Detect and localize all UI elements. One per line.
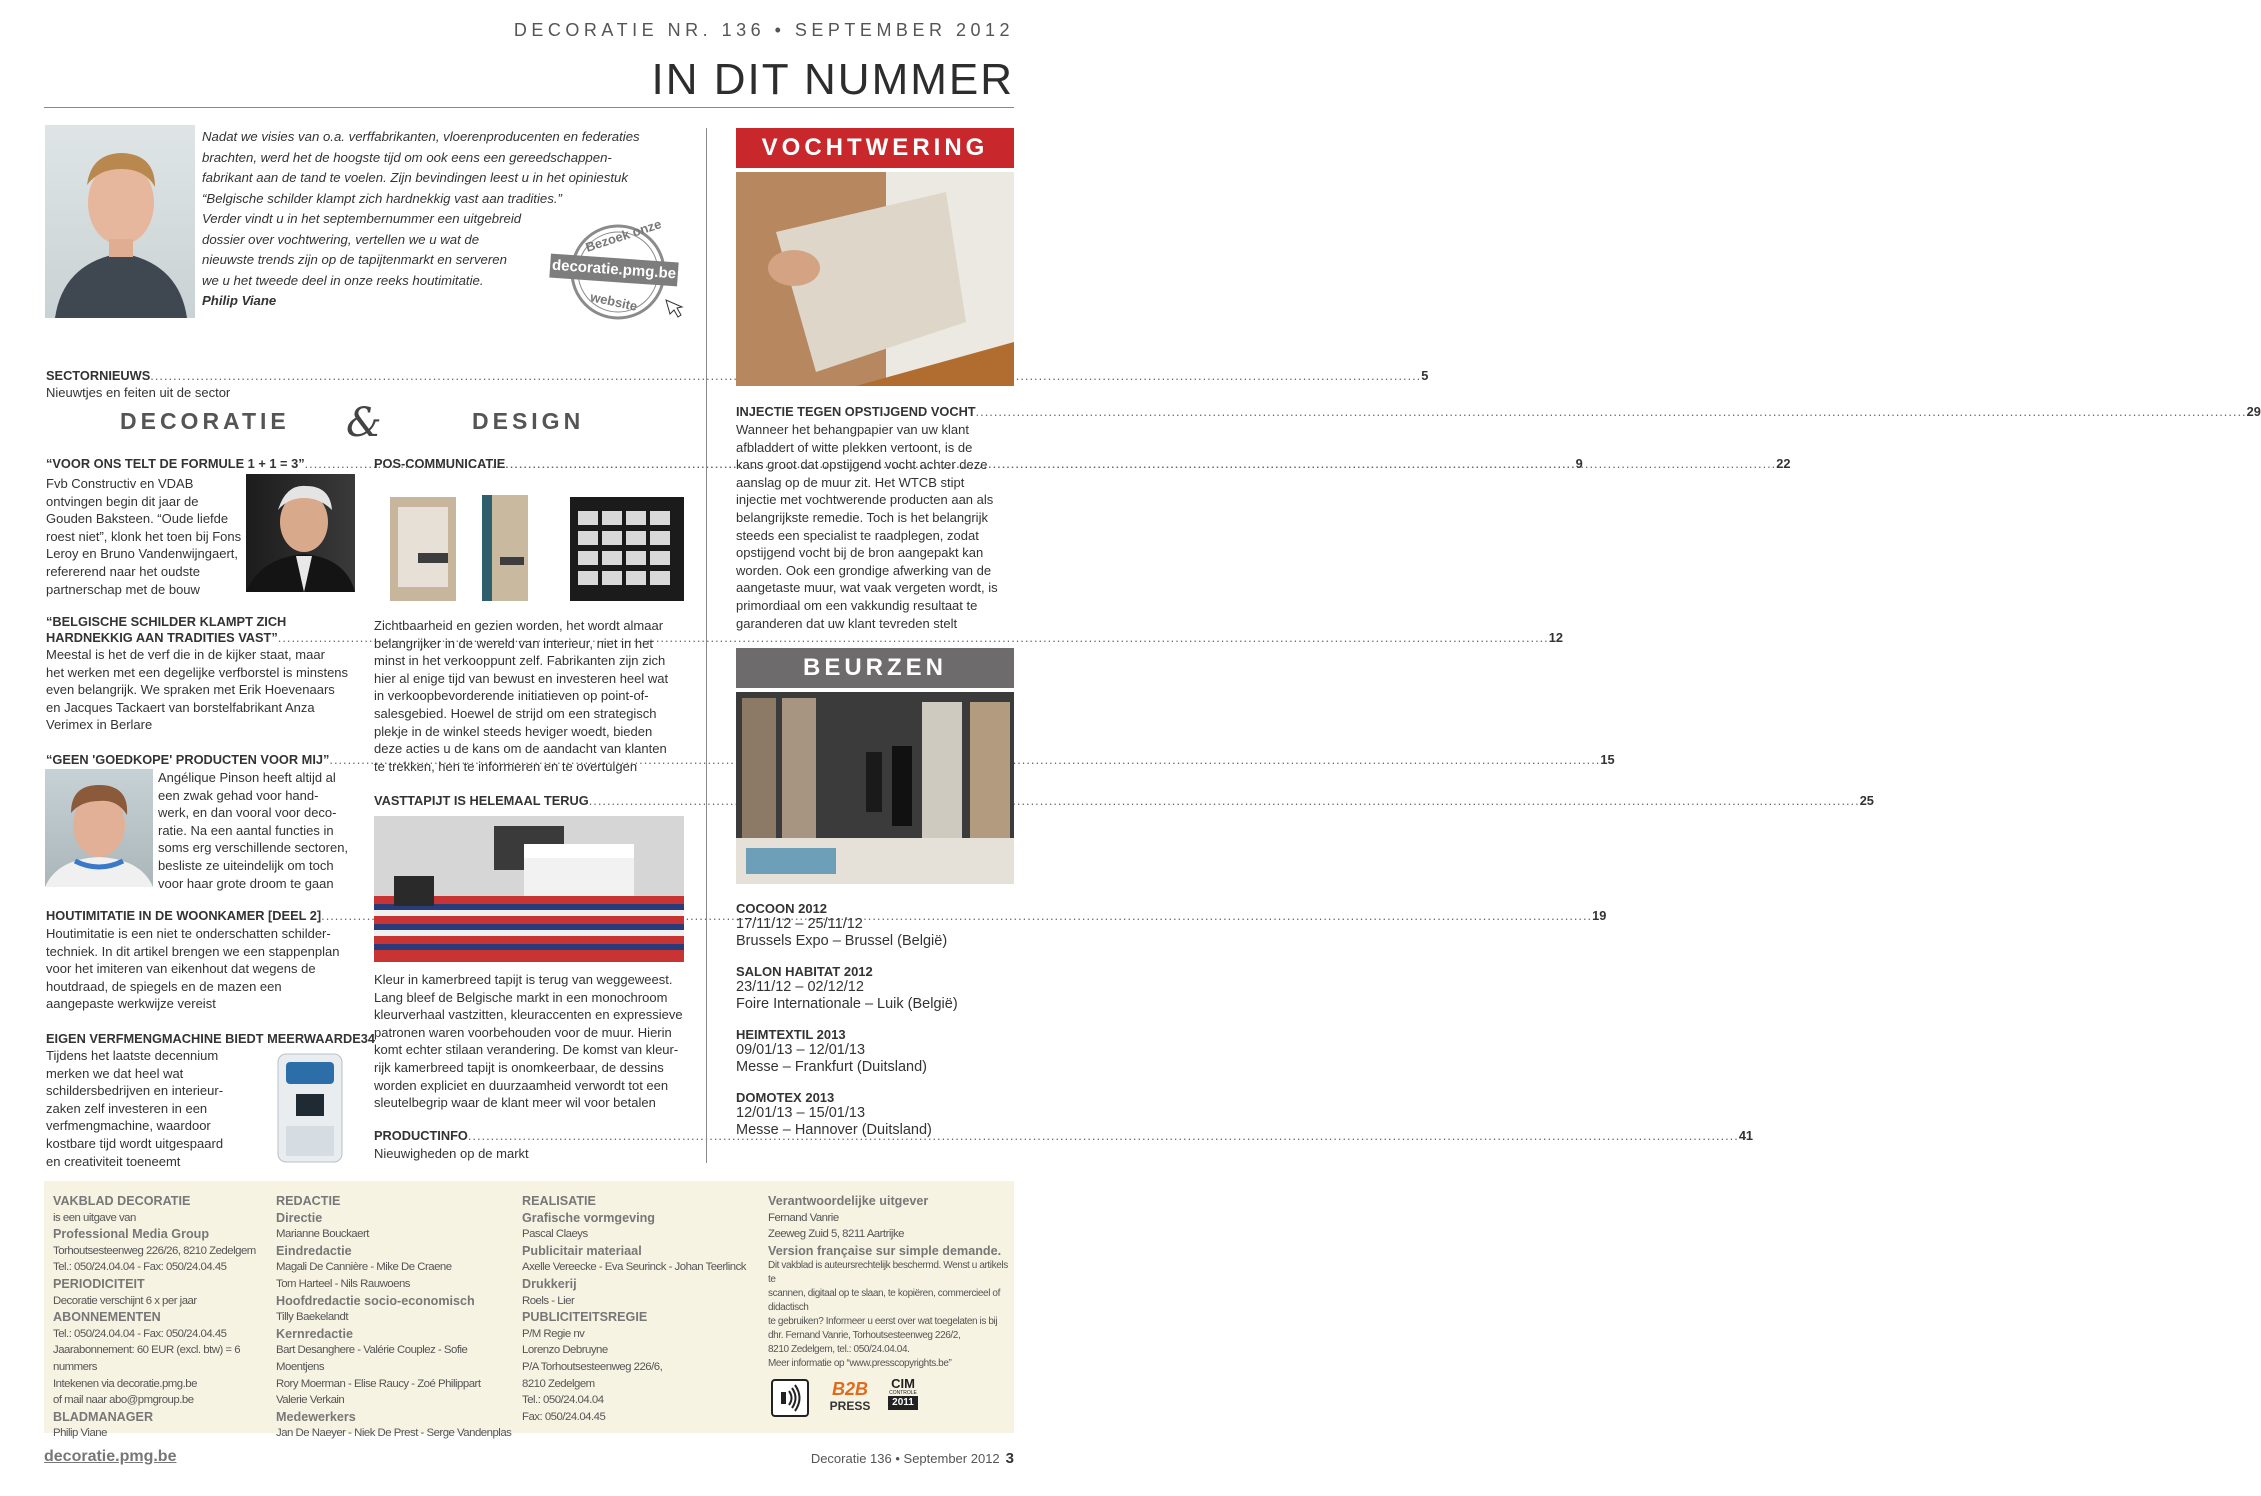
article-22-summary [374,617,694,775]
summary-line: Verimex in Berlare [46,717,153,733]
summary-line: afbladdert of witte plekken vertoont, is de [736,439,973,455]
colophon-text: Lorenzo Debruyne [522,1344,608,1357]
leader-dots [505,456,1776,471]
person-figure [45,125,195,318]
intro-line: we u het tweede deel in onze reeks houtimitatie. [202,272,484,288]
summary-line: salesgebied. Hoewel de strijd om een strategisch [374,705,657,721]
summary-line: aanslag op de muur zit. Het WTCB stipt [736,474,965,490]
mixing-machine-photo [272,1048,348,1166]
toc-title: “BELGISCHE SCHILDER KLAMPT ZICH [46,614,287,629]
damp-wall-photo [736,172,1014,386]
summary-line: techniek. In dit artikel brengen we een stappenplan [46,943,340,959]
colophon-heading: Grafische vormgeving [522,1210,655,1225]
colophon-col-publisher [53,1193,273,1442]
fair-item[interactable] [736,1027,1014,1076]
summary-line: in verkoopbevorderende initiatieven op point-of- [374,688,649,704]
fair-name: SALON HABITAT 2012 [736,964,873,979]
bedroom-illustration [374,816,684,962]
fair-place: Messe – Frankfurt (Duitsland) [736,1059,927,1075]
toc-page: 41 [1738,1128,1754,1143]
colophon-heading: PUBLICITEITSREGIE [522,1310,648,1325]
fair-dates: 09/01/13 – 12/01/13 [736,1042,866,1058]
colophon-col-editorial [276,1193,512,1442]
summary-line: ontvingen begin dit jaar de [46,493,199,509]
colophon-text: P/M Regie nv [522,1327,585,1340]
colophon-text: 8210 Zedelgem, tel.: 050/24.04.04. [768,1344,910,1356]
page-title: IN DIT NUMMER [651,55,1014,104]
colophon-text: Pascal Claeys [522,1228,588,1241]
toc-title: SECTORNIEUWS [46,368,151,383]
machine-illustration [272,1048,348,1166]
b2b-logo-text: PRESS [829,1399,871,1413]
stamp-top-text: Bezoek onze [583,216,664,255]
toc-title: PRODUCTINFO [374,1128,468,1143]
summary-line: besliste ze uiteindelijk om toch [158,857,334,873]
colophon-text: Magali De Cannière - Mike De Craene [276,1261,452,1274]
summary-line: garanderen dat uw klant tevreden stelt [736,615,958,631]
summary-line: en Jacques Tackaert van borstelfabrikant Anza [46,699,315,715]
colophon-text: Tel.: 050/24.04.04 [522,1394,604,1407]
colophon-heading: Directie [276,1210,323,1225]
colophon-heading: Hoofdredactie socio-economisch [276,1293,475,1308]
toc-page: 34 [360,1031,375,1046]
vochtwering-banner: VOCHTWERING [736,128,1014,168]
summary-line: injectie met vochtwerende producten aan als [736,492,994,508]
summary-line: Leroy en Bruno Vandenwijngaert, [46,546,238,562]
colophon-text: Tilly Baekelandt [276,1311,348,1324]
productinfo-desc: Nieuwigheden op de markt [374,1146,529,1161]
toc-article-29[interactable] [736,404,2261,419]
summary-line: Zichtbaarheid en gezien worden, het wordt almaar [374,618,664,633]
toc-page: 22 [1776,456,1791,471]
toc-title: “VOOR ONS TELT DE FORMULE 1 + 1 = 3” [46,456,305,471]
b2b-press-logo [824,1379,876,1413]
article-15-photo [45,769,153,887]
summary-line: Wanneer het behangpapier van uw klant [736,422,969,437]
colophon-text: Jaarabonnement: 60 EUR (excl. btw) = 6 nummers [53,1344,241,1373]
summary-line: worden expliciet en duurzaamheid verwordt tot een [374,1077,669,1093]
colophon-heading: Version française sur simple demande. [768,1243,1002,1258]
sectornieuws-desc: Nieuwtjes en feiten uit de sector [46,385,231,400]
summary-line: worden. Ook een grondige afwerking van de [736,562,992,578]
summary-line: en creativiteit toeneemt [46,1153,181,1169]
display-illustration [564,487,690,605]
summary-line: soms erg verschillende sectoren, [158,840,349,856]
toc-title: HOUTIMITATIE IN DE WOONKAMER [DEEL 2] [46,908,322,923]
intro-line: Nadat we visies van o.a. verffabrikanten, vloerenproducenten en federaties [202,129,640,144]
intro-line: Verder vindt u in het septembernummer een uitgebreid [202,211,522,226]
colophon-heading: Professional Media Group [53,1227,210,1242]
fair-place: Brussels Expo – Brussel (België) [736,933,948,949]
summary-line: komt echter stilaan verandering. De komst van kleur- [374,1042,679,1058]
fair-name: COCOON 2012 [736,901,828,916]
summary-line: Meestal is het de verf die in de kijker staat, maar [46,647,325,662]
article-25-summary [374,971,694,1112]
summary-line: hier al enige tijd van bewust en investeren heel wat [374,670,669,686]
fair-place: Foire Internationale – Luik (België) [736,996,958,1012]
colophon-heading: REDACTIE [276,1194,341,1208]
colophon-text: 8210 Zedelgem [522,1377,595,1390]
colophon-text: Tel.: 050/24.04.04 - Fax: 050/24.04.45 [53,1261,227,1274]
cim-logo-year: 2011 [888,1396,918,1410]
carpet-bedroom-photo [374,816,684,962]
stamp-url[interactable]: decoratie.pmg.be [549,254,678,287]
summary-line: het werken met een degelijke verfborstel is minstens [46,664,349,680]
trade-fair-photo [736,692,1014,884]
colophon-text: Fernand Vanrie [768,1211,839,1224]
colophon-text: P/A Torhoutsesteenweg 226/6, [522,1360,663,1373]
toc-title: EIGEN VERFMENGMACHINE BIEDT MEERWAARDE [46,1031,361,1046]
summary-line: patronen waren voorbehouden voor de muur. Hierin [374,1024,672,1040]
article-29-summary [736,421,1026,632]
cim-logo [888,1377,918,1410]
article-15-summary [158,769,358,892]
intro-line: fabrikant aan de tand te voelen. Zijn bevindingen leest u in het opiniestuk [202,170,628,185]
fair-item[interactable] [736,1090,1014,1139]
colophon-text: Torhoutsesteenweg 226/26, 8210 Zedelgem [53,1244,256,1257]
summary-line: kostbare tijd wordt uitgespaard [46,1135,224,1151]
colophon-text: Rory Moerman - Elise Raucy - Zoé Philippart [276,1377,481,1390]
colophon-heading: REALISATIE [522,1194,596,1208]
toc-title: POS-COMMUNICATIE [374,456,506,471]
cim-logo-sub: CONTROLE [889,1390,917,1396]
sound-waves-icon [771,1379,809,1417]
leader-dots [468,1128,1739,1143]
editor-signature: Philip Viane [202,293,277,308]
colophon-text: Bart Desanghere - Valérie Couplez - Sofie Moentjens [276,1344,468,1373]
toc-article-12-title1[interactable] [46,614,356,629]
summary-line: voor het imiteren van eikenhout dat wegens de [46,961,316,977]
colophon-heading: Medewerkers [276,1409,356,1424]
cim-logo-text: CIM [891,1376,915,1391]
colophon-text: Intekenen via decoratie.pmg.be [53,1377,197,1390]
summary-line: zaken zelf investeren in een [46,1100,208,1116]
summary-line: Gouden Baksteen. “Oude liefde [46,511,229,527]
article-9-photo [246,474,355,592]
b2b-logo-mark: B2B [831,1379,868,1399]
toc-title: HARDNEKKIG AAN TRADITIES VAST” [46,630,278,645]
colophon-text: Marianne Bouckaert [276,1228,369,1241]
header-rule [44,107,1014,108]
colophon-text: Jan De Naeyer - Niek De Prest - Serge Vandenplas [276,1427,512,1440]
pos-display-photo-1 [374,487,550,605]
summary-line: roest niet”, klonk het toen bij Fons [46,528,242,544]
summary-line: Kleur in kamerbreed tapijt is terug van weggeweest. [374,972,673,987]
pos-display-photo-2 [564,487,690,605]
summary-line: sleutelbegrip waar de klant meer wil voor betalen [374,1095,656,1111]
fair-list [736,901,1014,1139]
toc-page: 19 [1592,908,1607,923]
toc-page: 5 [1421,368,1429,383]
toc-page: 25 [1859,793,1874,808]
website-stamp[interactable] [548,216,688,327]
summary-line: merken we dat heel wat [46,1065,184,1081]
footer-website-link[interactable]: decoratie.pmg.be [44,1448,177,1465]
fair-name: DOMOTEX 2013 [736,1090,835,1105]
fair-name: HEIMTEXTIL 2013 [736,1027,846,1042]
colophon-text: Roels - Lier [522,1294,575,1307]
colophon-col-production [522,1193,762,1425]
summary-line: Lang bleef de Belgische markt in een monochroom [374,989,668,1005]
footer-issue [811,1450,1014,1467]
fair-place: Messe – Hannover (Duitsland) [736,1122,932,1138]
fair-dates: 23/11/12 – 02/12/12 [736,979,864,995]
toc-page: 9 [1575,456,1583,471]
colophon-heading: Verantwoordelijke uitgever [768,1194,929,1208]
stamp-bottom-text: website [588,289,639,314]
colophon-heading: Drukkerij [522,1276,577,1291]
section-label-decoratie: DECORATIE [120,408,290,434]
colophon-heading: Eindredactie [276,1243,352,1258]
summary-line: belangrijkste remedie. Toch is het belangrijk [736,509,988,525]
colophon-text: Decoratie verschijnt 6 x per jaar [53,1294,197,1307]
colophon-text: Philip Viane [53,1427,107,1440]
beurzen-banner: BEURZEN [736,648,1014,688]
summary-line: werk, en dan vooral voor deco- [158,805,337,821]
wall-illustration [736,172,1014,386]
colophon-text: dhr. Fernand Vanrie, Torhoutsesteenweg 226/2, [768,1330,961,1342]
section-ampersand: & [346,400,382,446]
summary-line: Fvb Constructiv en VDAB [46,476,194,491]
colophon-heading: VAKBLAD DECORATIE [53,1194,191,1208]
article-34-summary [46,1047,266,1170]
summary-line: deze acties u de kans om de aandacht van klanten [374,741,667,757]
person-figure [246,474,355,592]
toc-page: 15 [1600,752,1615,767]
colophon-text: te gebruiken? Informeer u eerst over wat toegelaten is bij [768,1316,998,1328]
colophon-text: of mail naar abo@pmgroup.be [53,1394,194,1407]
summary-line: aangetaste muur, wat vaak vergeten wordt, is [736,580,998,596]
colophon-text: Tel.: 050/24.04.04 - Fax: 050/24.04.45 [53,1327,227,1340]
toc-page: 29 [2246,404,2261,419]
summary-line: partnerschap met de bouw [46,581,200,597]
fair-dates: 12/01/13 – 15/01/13 [736,1105,866,1121]
toc-article-25[interactable] [374,793,1874,808]
summary-line: rijk kamerbreed tapijt is onomkeerbaar, de dessins [374,1059,664,1075]
colophon-text: scannen, digitaal op te slaan, te kopiëren, commercieel of didactisch [768,1288,1000,1314]
summary-line: voor haar grote droom te gaan [158,875,334,891]
summary-line: Angélique Pinson heeft altijd al [158,770,336,785]
cursor-icon [666,300,682,317]
colophon-heading: ABONNEMENTEN [53,1310,161,1325]
summary-line: primordiaal om een vakkundig resultaat te [736,597,978,613]
summary-line: even belangrijk. We spraken met Erik Hoevenaars [46,682,335,698]
toc-article-34[interactable] [46,1031,375,1046]
colophon-text: Dit vakblad is auteursrechtelijk beschermd. Wenst u artikels te [768,1260,1008,1286]
summary-line: belangrijker in de wereld van interieur, niet in het [374,635,653,651]
intro-line: dossier over vochtwering, vertellen we u wat de [202,231,480,247]
summary-line: steeds een specialist te raadplegen, zodat [736,527,979,543]
summary-line: kleurverhaal vastzitten, kleuraccenten en expressieve [374,1007,683,1023]
fair-illustration [736,692,1014,884]
person-figure [45,769,153,887]
toc-sectornieuws[interactable] [46,368,1429,383]
colophon-text: is een uitgave van [53,1211,136,1224]
colophon-heading: PERIODICITEIT [53,1276,145,1291]
toc-title: “GEEN 'GOEDKOPE' PRODUCTEN VOOR MIJ” [46,752,330,767]
colophon-heading: BLADMANAGER [53,1409,154,1424]
summary-line: ratie. Na een aantal functies in [158,822,334,838]
intro-line: “Belgische schilder klampt zich hardnekkig vast aan tradities.” [202,190,562,206]
summary-line: verfmengmachine, waardoor [46,1118,211,1134]
colophon-text: Tom Harteel - Nils Rauwoens [276,1277,410,1290]
toc-page: 12 [1548,630,1563,645]
colophon [44,1181,1014,1440]
summary-line: kans groot dat opstijgend vocht achter deze [736,457,988,473]
colophon-text: Valerie Verkain [276,1394,345,1407]
column-separator [706,128,707,1163]
article-12-summary [46,646,356,734]
summary-line: refererend naar het oudste [46,563,200,579]
summary-line: te trekken, hen te informeren en te overtuigen [374,758,638,774]
colophon-text: Axelle Vereecke - Eva Seurinck - Johan Teerlinck [522,1261,746,1274]
fair-item[interactable] [736,901,1014,950]
summary-line: aangepaste werkwijze vereist [46,996,216,1012]
editor-portrait [45,125,195,318]
article-9-summary [46,475,246,598]
summary-line: schildersbedrijven en interieur- [46,1083,224,1099]
toc-title: VASTTAPIJT IS HELEMAAL TERUG [374,793,589,808]
summary-line: minst in het verkooppunt zelf. Fabrikanten zijn zich [374,653,666,669]
page-number: 3 [1005,1450,1014,1467]
article-19-summary [46,925,356,1013]
fair-dates: 17/11/12 – 25/11/12 [736,916,863,932]
section-label-design: DESIGN [472,408,585,434]
running-header: DECORATIE NR. 136 • SEPTEMBER 2012 [513,20,1014,40]
colophon-heading: Kernredactie [276,1326,353,1341]
summary-line: opstijgend vocht bij de bron aangepakt kan [736,545,984,561]
intro-line: nieuwste trends zijn op de tapijtenmarkt en serveren [202,252,507,267]
summary-line: een zwak gehad voor hand- [158,787,319,803]
leader-dots [976,404,2247,419]
summary-line: houtdraad, de spiegels en de mazen een [46,978,282,994]
display-illustration [374,487,550,605]
colophon-text: Fax: 050/24.04.45 [522,1410,606,1423]
colophon-text: Zeeweg Zuid 5, 8211 Aartrijke [768,1228,904,1241]
footer-issue-text: Decoratie 136 • September 2012 [810,1451,1000,1466]
colophon-text: Meer informatie op “www.presscopyrights.be” [768,1358,952,1370]
summary-line: Tijdens het laatste decennium [46,1048,219,1063]
intro-line: brachten, werd het de hoogste tijd om ook eens een gereedschappen- [202,149,612,165]
colophon-heading: Publicitair materiaal [522,1243,642,1258]
summary-line: Houtimitatie is een niet te onderschatten schilder- [46,926,331,941]
colophon-col-legal [768,1193,1008,1371]
fair-item[interactable] [736,964,1014,1013]
summary-line: plekje in de winkel steeds heviger woedt, bieden [374,723,653,739]
toc-title: INJECTIE TEGEN OPSTIJGEND VOCHT [736,404,976,419]
